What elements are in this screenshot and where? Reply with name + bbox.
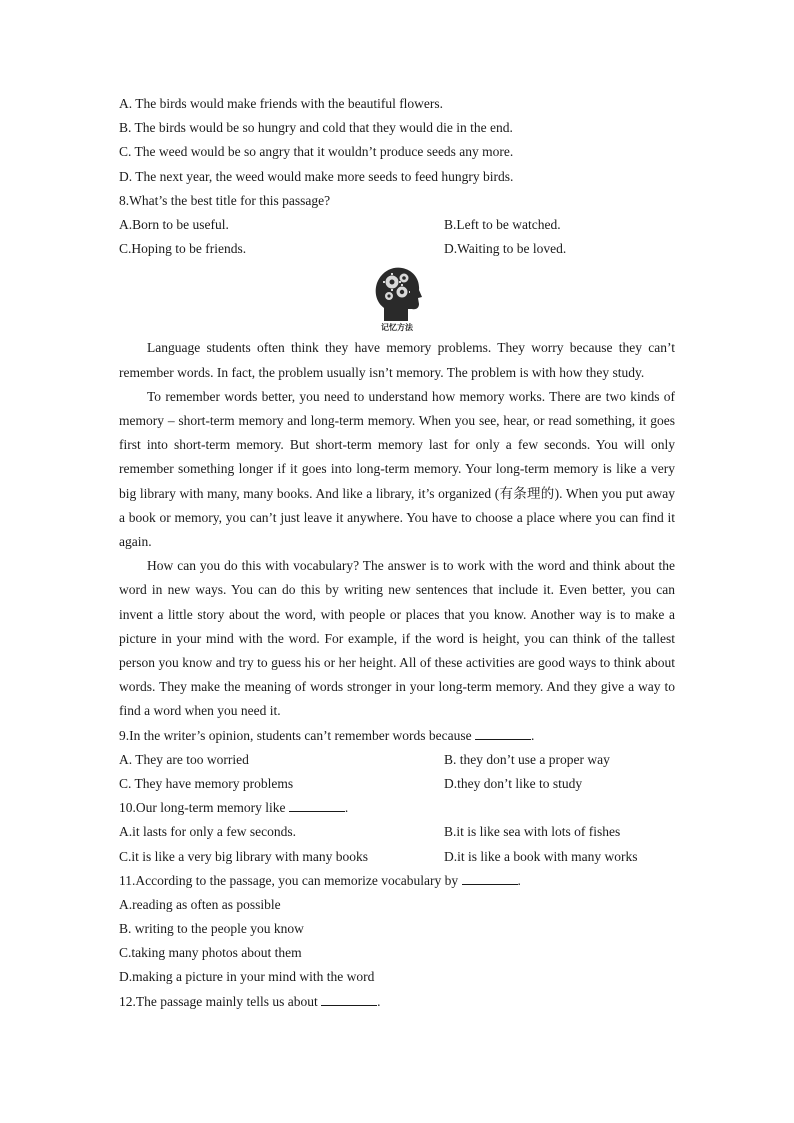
q9-option-b: B. they don’t use a proper way	[444, 751, 610, 767]
q12-stem: 12.The passage mainly tells us about .	[119, 993, 381, 1009]
q10-stem: 10.Our long-term memory like .	[119, 800, 349, 816]
memory-method-logo	[119, 264, 675, 336]
q9-stem: 9.In the writer’s opinion, students can’t remember words because .	[119, 727, 535, 743]
q10-options-row-2	[119, 845, 675, 869]
q7-option-b: B. The birds would be so hungry and cold that they would die in the end.	[119, 120, 513, 136]
q10-option-b: B.it is like sea with lots of fishes	[444, 824, 621, 840]
logo-caption: 记忆方法	[381, 323, 413, 333]
passage-paragraph-3: How can you do this with vocabulary? The answer is to work with the word and think about the word in new ways. You can do this by writing new sentences that include it. Even better, you can invent a little story about the word, with people or places that you know. Another way is to make a picture in your mind with the word. For example, if the word is height, you can think of the tallest person you know and try to guess his or her height. All of these activities are good ways to think about words. They make the meaning of words stronger in your long-term memory. And they give a way to find a word when you need it.	[119, 558, 675, 719]
q10-option-a: A.it lasts for only a few seconds.	[119, 824, 296, 840]
q11-option-c: C.taking many photos about them	[119, 945, 302, 961]
q9-option-a: A. They are too worried	[119, 751, 249, 767]
answer-blank	[321, 993, 377, 1006]
q8-option-a: A.Born to be useful.	[119, 216, 229, 232]
q11-option-d: D.making a picture in your mind with the word	[119, 969, 375, 985]
worksheet-page	[119, 92, 675, 1014]
q10-option-c: C.it is like a very big library with many books	[119, 848, 368, 864]
answer-blank	[475, 727, 531, 740]
q7-option-a: A. The birds would make friends with the beautiful flowers.	[119, 96, 444, 111]
q10-option-d: D.it is like a book with many works	[444, 848, 638, 864]
q11-option-b: B. writing to the people you know	[119, 921, 304, 937]
answer-blank	[462, 872, 518, 885]
q11-stem: 11.According to the passage, you can memorize vocabulary by .	[119, 872, 521, 888]
q7-option-d: D. The next year, the weed would make more seeds to feed hungry birds.	[119, 168, 514, 184]
q9-option-c: C. They have memory problems	[119, 775, 294, 791]
q8-options-row-2	[119, 237, 675, 261]
head-gears-icon	[372, 264, 422, 322]
q7-option-c: C. The weed would be so angry that it wouldn’t produce seeds any more.	[119, 144, 514, 160]
q11-option-a: A.reading as often as possible	[119, 896, 281, 912]
q9-options-row-1	[119, 748, 675, 772]
q8-option-d: D.Waiting to be loved.	[444, 241, 567, 257]
q8-stem: 8.What’s the best title for this passage?	[119, 192, 331, 208]
q10-options-row-1	[119, 820, 675, 844]
q9-options-row-2	[119, 772, 675, 796]
passage-paragraph-1: Language students often think they have memory problems. They worry because they can’t remember words. In fact, the problem usually isn’t memory. The problem is with how they study.	[119, 340, 675, 380]
answer-blank	[289, 799, 345, 812]
q9-option-d: D.they don’t like to study	[444, 775, 583, 791]
q8-option-c: C.Hoping to be friends.	[119, 241, 247, 257]
q8-options-row-1	[119, 213, 675, 237]
passage-paragraph-2: To remember words better, you need to understand how memory works. There are two kinds of memory – short-term memory and long-term memory. When you see, hear, or read something, it goes first into short-term memory. But short-term memory last for only a few seconds. You will only remember something longer if it goes into long-term memory. Your long-term memory is like a very big library with many, many books. And like a library, it’s organized (有条理的). When you put away a book or memory, you can’t just leave it anywhere. You have to choose a place where you can find it again.	[119, 388, 675, 549]
q8-option-b: B.Left to be watched.	[444, 216, 561, 232]
